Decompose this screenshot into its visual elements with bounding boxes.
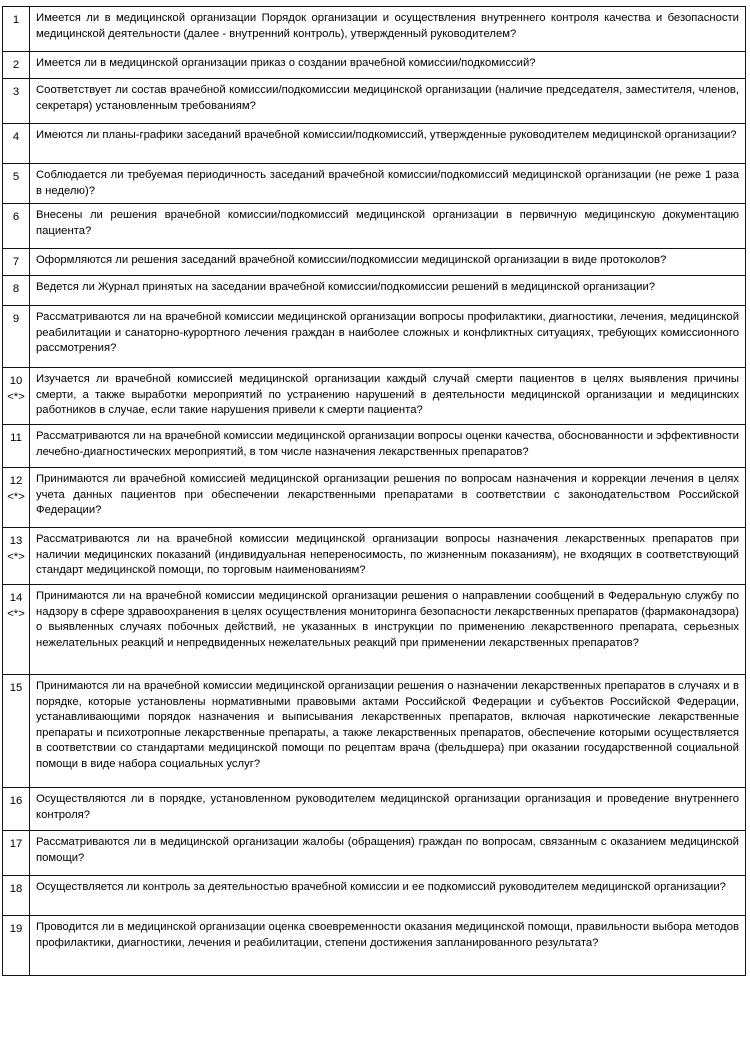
row-number: 8 bbox=[12, 283, 20, 295]
checklist-row bbox=[3, 306, 746, 368]
row-number-cell bbox=[3, 306, 30, 368]
question-text: Имеется ли в медицинской организации приказ о создании врачебной комиссии/подкомиссий? bbox=[30, 52, 746, 79]
row-number-cell bbox=[3, 204, 30, 249]
row-number: 5 bbox=[12, 171, 20, 183]
row-number: 17 bbox=[9, 838, 23, 850]
row-footnote-mark: <*> bbox=[7, 607, 25, 620]
question-text: Соблюдается ли требуемая периодичность заседаний врачебной комиссии/подкомиссий медицинской организации (не реже 1 раза в неделю)? bbox=[30, 164, 746, 204]
row-number: 1 bbox=[12, 14, 20, 26]
row-number: 2 bbox=[12, 59, 20, 71]
row-number-cell bbox=[3, 164, 30, 204]
checklist-row bbox=[3, 528, 746, 585]
checklist-row bbox=[3, 788, 746, 831]
checklist-row bbox=[3, 79, 746, 124]
row-number-cell bbox=[3, 675, 30, 788]
row-number: 4 bbox=[12, 131, 20, 143]
row-number-cell bbox=[3, 276, 30, 306]
checklist-body bbox=[3, 7, 746, 976]
question-text: Имеются ли планы-графики заседаний врачебной комиссии/подкомиссий, утвержденные руководителем медицинской организации? bbox=[30, 124, 746, 164]
row-number: 6 bbox=[12, 211, 20, 223]
row-number-cell bbox=[3, 124, 30, 164]
question-text: Соответствует ли состав врачебной комиссии/подкомиссии медицинской организации (наличие председателя, заместителя, членов, секретаря) установленным требованиям? bbox=[30, 79, 746, 124]
row-number: 7 bbox=[12, 256, 20, 268]
checklist-row bbox=[3, 52, 746, 79]
question-text: Принимаются ли врачебной комиссией медицинской организации решения по вопросам назначения и коррекции лечения в целях учета данных пациентов при обеспечении лекарственными препаратами в соответствии с законодательством Российской Федерации? bbox=[30, 468, 746, 528]
row-number: 12 bbox=[9, 475, 23, 487]
row-number: 10 bbox=[9, 375, 23, 387]
question-text: Внесены ли решения врачебной комиссии/подкомиссий медицинской организации в первичную медицинскую документацию пациента? bbox=[30, 204, 746, 249]
row-number-cell bbox=[3, 876, 30, 916]
question-text: Осуществляется ли контроль за деятельностью врачебной комиссии и ее подкомиссий руководителем медицинской организации? bbox=[30, 876, 746, 916]
row-number: 14 bbox=[9, 592, 23, 604]
row-number-cell bbox=[3, 7, 30, 52]
row-footnote-mark: <*> bbox=[7, 490, 25, 503]
checklist-row bbox=[3, 368, 746, 425]
checklist-row bbox=[3, 249, 746, 276]
checklist-row bbox=[3, 876, 746, 916]
row-number-cell bbox=[3, 528, 30, 585]
row-number: 9 bbox=[12, 313, 20, 325]
question-text: Ведется ли Журнал принятых на заседании врачебной комиссии/подкомиссии решений в медицинской организации? bbox=[30, 276, 746, 306]
checklist-row bbox=[3, 7, 746, 52]
row-number-cell bbox=[3, 79, 30, 124]
question-text: Рассматриваются ли на врачебной комиссии медицинской организации вопросы профилактики, диагностики, лечения, медицинской реабилитации и санаторно-курортного лечения граждан в наиболее сложных и конфликтных ситуациях, требующих комиссионного рассмотрения? bbox=[30, 306, 746, 368]
checklist-row bbox=[3, 204, 746, 249]
checklist-row bbox=[3, 425, 746, 468]
row-number: 16 bbox=[9, 795, 23, 807]
row-number: 11 bbox=[10, 432, 22, 444]
row-footnote-mark: <*> bbox=[7, 550, 25, 563]
row-number: 19 bbox=[9, 923, 23, 935]
checklist-row bbox=[3, 831, 746, 876]
checklist-row bbox=[3, 585, 746, 675]
row-number: 13 bbox=[9, 535, 23, 547]
question-text: Оформляются ли решения заседаний врачебной комиссии/подкомиссии медицинской организации в виде протоколов? bbox=[30, 249, 746, 276]
row-number-cell bbox=[3, 916, 30, 976]
row-number-cell bbox=[3, 788, 30, 831]
row-number-cell bbox=[3, 425, 30, 468]
checklist-row bbox=[3, 276, 746, 306]
question-text: Изучается ли врачебной комиссией медицинской организации каждый случай смерти пациентов в целях выявления причины смерти, а также выработки мероприятий по устранению нарушений в деятельности медицинской организации и медицинских работников в случае, если такие нарушения привели к смерти пациента? bbox=[30, 368, 746, 425]
checklist-row bbox=[3, 164, 746, 204]
question-text: Рассматриваются ли на врачебной комиссии медицинской организации вопросы назначения лекарственных препаратов при наличии медицинских показаний (индивидуальная непереносимость, по жизненным показаниям), не входящих в соответствующий стандарт медицинской помощи, по торговым наименованиям? bbox=[30, 528, 746, 585]
question-text: Имеется ли в медицинской организации Порядок организации и осуществления внутреннего контроля качества и безопасности медицинской деятельности (далее - внутренний контроль), утвержденный руководителем? bbox=[30, 7, 746, 52]
row-number-cell bbox=[3, 249, 30, 276]
question-text: Рассматриваются ли на врачебной комиссии медицинской организации вопросы оценки качества, обоснованности и эффективности лечебно-диагностических мероприятий, в том числе назначения лекарственных препаратов? bbox=[30, 425, 746, 468]
checklist-table bbox=[2, 6, 746, 976]
checklist-row bbox=[3, 675, 746, 788]
question-text: Принимаются ли на врачебной комиссии медицинской организации решения о направлении сообщений в Федеральную службу по надзору в сфере здравоохранения в целях осуществления мониторинга безопасности лекарственных препаратов (фармаконадзора) о выявленных случаях побочных действий, не указанных в инструкции по применению лекарственного препарата, серьезных нежелательных реакций и непредвиденных нежелательных реакций при применении лекарственных препаратов? bbox=[30, 585, 746, 675]
question-text: Принимаются ли на врачебной комиссии медицинской организации решения о назначении лекарственных препаратов в случаях и в порядке, которые установлены нормативными правовыми актами Российской Федерации и субъектов Российской Федерации, устанавливающими порядок назначения и выписывания лекарственных препаратов, включая наркотические лекарственные препараты и психотропные лекарственные препараты, а также лекарственных препаратов, обеспечение которыми осуществляется в соответствии со стандартами медицинской помощи по рецептам врача (фельдшера) при оказании государственной социальной помощи в виде набора социальных услуг? bbox=[30, 675, 746, 788]
row-number-cell bbox=[3, 368, 30, 425]
question-text: Осуществляются ли в порядке, установленном руководителем медицинской организации организация и проведение внутреннего контроля? bbox=[30, 788, 746, 831]
question-text: Рассматриваются ли в медицинской организации жалобы (обращения) граждан по вопросам, связанным с оказанием медицинской помощи? bbox=[30, 831, 746, 876]
row-number: 3 bbox=[12, 86, 20, 98]
row-number-cell bbox=[3, 468, 30, 528]
row-number: 18 bbox=[9, 883, 23, 895]
row-number: 15 bbox=[9, 682, 23, 694]
question-text: Проводится ли в медицинской организации оценка своевременности оказания медицинской помощи, правильности выбора методов профилактики, диагностики, лечения и реабилитации, степени достижения запланированного результата? bbox=[30, 916, 746, 976]
row-footnote-mark: <*> bbox=[7, 390, 25, 403]
row-number-cell bbox=[3, 831, 30, 876]
row-number-cell bbox=[3, 52, 30, 79]
checklist-row bbox=[3, 124, 746, 164]
checklist-row bbox=[3, 468, 746, 528]
checklist-row bbox=[3, 916, 746, 976]
row-number-cell bbox=[3, 585, 30, 675]
